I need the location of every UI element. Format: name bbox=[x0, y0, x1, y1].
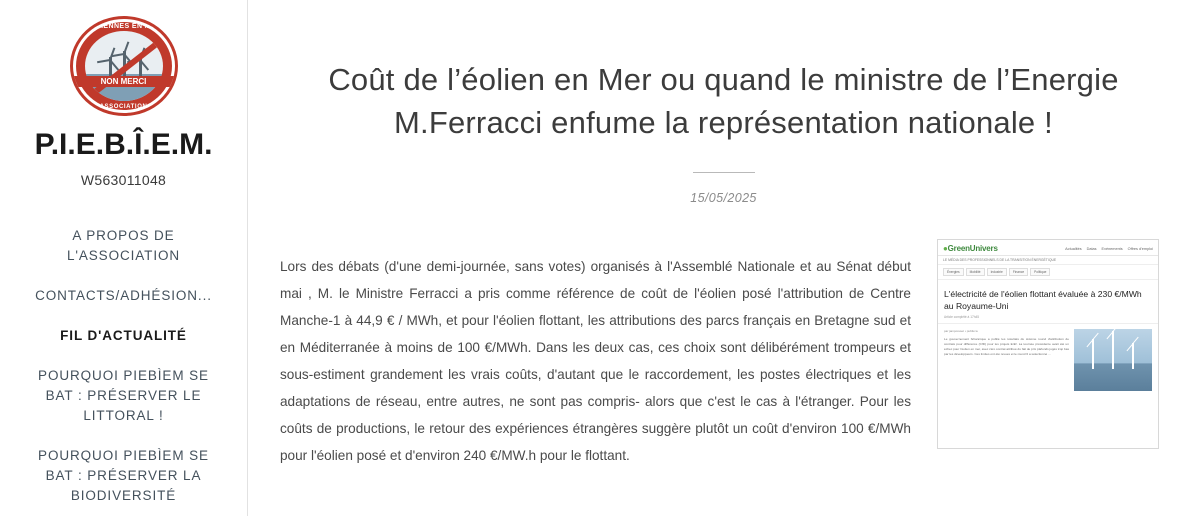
embedded-screenshot[interactable] bbox=[937, 239, 1159, 449]
screenshot-header bbox=[938, 240, 1158, 256]
screenshot-paragraph: Le gouvernement britannique a publié les résultats du sixième round d'attribution de contrats pour différence (CfD) pour les projets EnR. La tournée précédente avait été un échec pour l'éolien en mer, avec zéro contrat attribué du fait de prix plafonds jugés trop bas par les développeurs. Ces limites ont été revues et le round 6 a sélectionné ... bbox=[944, 337, 1069, 356]
screenshot-body bbox=[938, 324, 1158, 396]
logo-inner-scene bbox=[85, 31, 163, 101]
brand-title: P.I.E.B.Î.E.M. bbox=[34, 128, 213, 161]
screenshot-meta: Article complété à 17h45 bbox=[938, 315, 1158, 324]
logo-mid-text: NON MERCI bbox=[73, 76, 175, 87]
screenshot-site-name: GreenUnivers bbox=[947, 244, 998, 253]
sidebar-item-fil-actualite[interactable]: FIL D'ACTUALITÉ bbox=[60, 328, 187, 343]
article-body: Lors des débats (d'une demi-journée, sans votes) organisés à l'Assemblé Nationale et au Sénat début mai , M. le Ministre Ferracci a pris comme référence de coût de l'éolien posé l'attribution de Centre Manche-1 à 44,9 € / MWh, et pour l'éolien flottant, les attributions des parcs français en Bretagne sud et en Méditerranée à moins de 100 €/MWh. Dans les deux cas, ces choix sont délibérément trompeurs et sous-estiment grandement les vrais coûts, d'autant que le raccordement, les postes électriques et les adaptations de réseau, entre autres, ne sont pas compris- alors que c'est le cas à l'étranger. Pour les coûts de productions, le retour des expériences étrangères suggère plutôt un coût d'environ 100 €/MWh pour l'éolien posé et d'environ 240 €/MW.h pour le flottant. bbox=[280, 258, 911, 463]
sidebar-item-contacts[interactable]: CONTACTS/ADHÉSION... bbox=[35, 288, 212, 303]
title-divider bbox=[693, 172, 755, 173]
page-title: Coût de l’éolien en Mer ou quand le ministre de l’Energie M.Ferracci enfume la représentation nationale ! bbox=[328, 62, 1119, 140]
screenshot-tab: Industrie bbox=[987, 268, 1007, 276]
screenshot-site-logo: ●GreenUnivers bbox=[943, 244, 998, 253]
publish-date: 15/05/2025 bbox=[690, 191, 757, 205]
screenshot-nav-item: Actualités bbox=[1065, 246, 1082, 251]
main-content bbox=[248, 0, 1199, 516]
screenshot-nav-item: Evénements bbox=[1101, 246, 1123, 251]
screenshot-tab: Finance bbox=[1009, 268, 1028, 276]
screenshot-tabs bbox=[938, 265, 1158, 280]
screenshot-nav-item: Offres d'emploi bbox=[1127, 246, 1153, 251]
screenshot-byline: par jamporeset • publié le bbox=[944, 329, 978, 333]
sidebar-item-a-propos[interactable]: A PROPOS DE L'ASSOCIATION bbox=[66, 228, 181, 263]
sidebar-nav bbox=[0, 216, 247, 516]
screenshot-tagline: LE MÉDIA DES PROFESSIONNELS DE LA TRANSITION ÉNERGÉTIQUE bbox=[938, 256, 1158, 265]
screenshot-tab: Politique bbox=[1030, 268, 1050, 276]
sidebar-item-biodiversite[interactable]: POURQUOI PIEBÌEM SE BAT : PRÉSERVER LA BIODIVERSITÉ bbox=[38, 448, 209, 503]
logo-bottom-text: ASSOCIATION bbox=[99, 104, 148, 110]
screenshot-tab: Mobilité bbox=[966, 268, 985, 276]
logo-top-text: ÉOLIENNES EN MER bbox=[85, 23, 162, 30]
screenshot-headline: L'électricité de l'éolien flottant évaluée à 230 €/MWh au Royaume-Uni bbox=[944, 289, 1142, 311]
association-logo[interactable] bbox=[70, 16, 178, 116]
offshore-wind-photo bbox=[1074, 329, 1152, 391]
screenshot-text-column bbox=[944, 329, 1069, 391]
screenshot-tab: Énergies bbox=[943, 268, 964, 276]
screenshot-nav-item: Datas bbox=[1086, 246, 1097, 251]
screenshot-nav bbox=[1065, 247, 1153, 251]
association-number: W563011048 bbox=[80, 172, 167, 188]
sidebar bbox=[0, 0, 248, 516]
article-content bbox=[248, 239, 1199, 482]
sidebar-item-littoral[interactable]: POURQUOI PIEBÌEM SE BAT : PRÉSERVER LE LITTORAL ! bbox=[38, 368, 209, 423]
